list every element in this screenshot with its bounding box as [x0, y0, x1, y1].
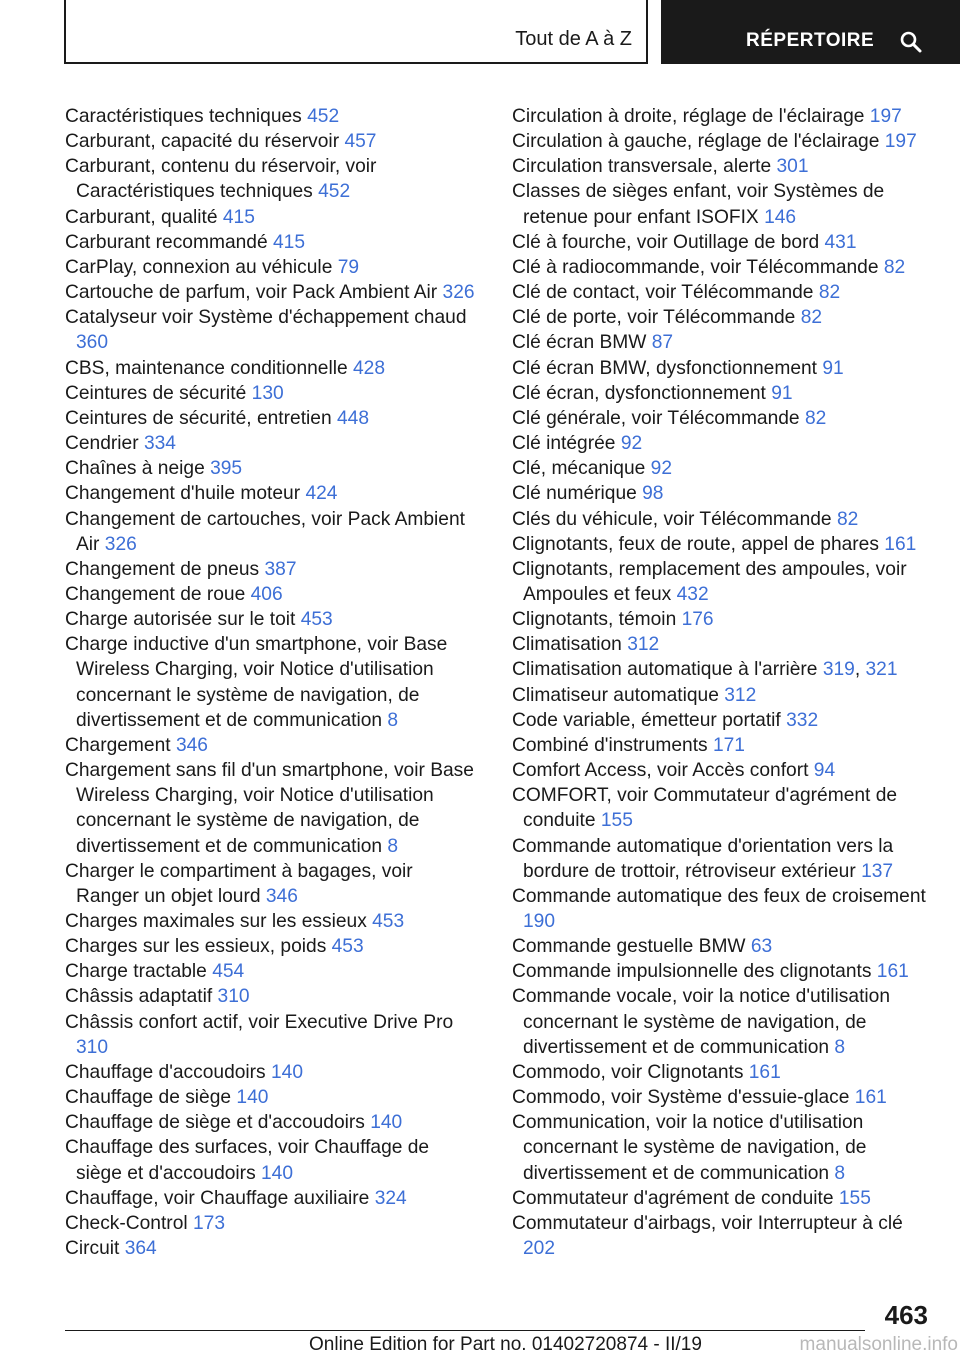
page-link[interactable]: 346	[175, 734, 208, 756]
page-link[interactable]: 79	[337, 256, 360, 278]
index-entry	[512, 481, 932, 506]
page-link[interactable]: 452	[318, 181, 351, 203]
page-link[interactable]: 92	[620, 433, 643, 455]
page-link[interactable]: 98	[642, 483, 664, 505]
index-entry	[65, 632, 480, 733]
index-entry-text: Classes de sièges enfant, voir Systèmes de retenue pour enfant ISOFIX	[512, 181, 885, 228]
index-entry-text: Comfort Access, voir Accès confort	[512, 760, 809, 782]
page-link[interactable]: 387	[264, 558, 297, 580]
index-entry-text: Circuit	[65, 1238, 120, 1260]
index-entry	[65, 1060, 480, 1085]
page-link[interactable]: 82	[883, 256, 906, 278]
page-link[interactable]: 140	[370, 1112, 403, 1134]
header-title: Tout de A à Z	[515, 28, 632, 50]
index-entry-text: Changement de pneus	[65, 558, 260, 580]
index-entry-text: Chargement sans fil d'un smartphone, voir Base Wireless Charging, voir Notice d'utilisation concernant le système de navigation, de divertissement et de communication	[65, 760, 474, 857]
index-entry-text: Commande automatique d'orientation vers la bordure de trottoir, rétroviseur extérieur	[512, 835, 894, 882]
index-entry	[65, 1186, 480, 1211]
index-entry-text: Clé de contact, voir Télécommande	[512, 282, 814, 304]
index-entry	[512, 431, 932, 456]
page-link[interactable]: 82	[800, 307, 823, 329]
index-entry	[65, 1135, 480, 1185]
page-link[interactable]: 453	[300, 609, 333, 631]
index-entry	[65, 356, 480, 381]
page-link[interactable]: 190	[523, 911, 556, 932]
index-entry-text: Chauffage d'accoudoirs	[65, 1061, 266, 1083]
index-entry-text: Changement d'huile moteur	[65, 483, 301, 505]
index-entry-text: Clignotants, feux de route, appel de phares	[512, 533, 879, 555]
index-entry	[65, 859, 480, 909]
index-entry-text: Carburant, contenu du réservoir, voir Caractéristiques techniques	[65, 156, 377, 203]
index-entry-text: Carburant, capacité du réservoir	[65, 131, 340, 153]
index-entry	[65, 230, 480, 255]
index-entry-text: Chaînes à neige	[65, 458, 205, 480]
index-entry	[512, 179, 932, 229]
page-link[interactable]: 334	[143, 433, 176, 455]
index-entry	[512, 783, 932, 833]
index-entry-text: Caractéristiques techniques	[65, 106, 302, 127]
page-link[interactable]: 91	[771, 382, 793, 404]
index-entry	[65, 1110, 480, 1135]
page-link[interactable]: 140	[236, 1087, 269, 1109]
header-title-box	[64, 0, 648, 64]
index-entry-text: Chauffage de siège et d'accoudoirs	[65, 1112, 365, 1134]
index-entry-text: Clé écran, dysfonctionnement	[512, 382, 766, 404]
page-number: 463	[884, 1300, 928, 1330]
page-link[interactable]: 8	[834, 1162, 846, 1184]
index-entry-text: Clé à fourche, voir Outillage de bord	[512, 231, 820, 253]
index-entry	[65, 984, 480, 1009]
index-entry	[512, 557, 932, 607]
page-link[interactable]: 171	[712, 734, 745, 756]
index-entry-text: Changement de cartouches, voir Pack Ambient Air	[65, 508, 465, 555]
index-entry	[65, 381, 480, 406]
page-link[interactable]: 431	[824, 231, 857, 253]
page-link[interactable]: 319	[822, 659, 855, 681]
page-link[interactable]: 161	[876, 961, 909, 983]
page-link[interactable]: 87	[651, 332, 674, 354]
page-link[interactable]: 63	[750, 936, 773, 958]
index-entry	[65, 758, 480, 859]
page-link[interactable]: 140	[261, 1162, 294, 1184]
page-link[interactable]: 155	[838, 1187, 871, 1209]
index-entry-text: Clé, mécanique	[512, 458, 646, 480]
page-link[interactable]: 82	[818, 282, 841, 304]
index-entry	[512, 834, 932, 884]
index-entry-text: Commutateur d'airbags, voir Interrupteur à clé	[512, 1212, 903, 1234]
index-entry	[65, 154, 480, 204]
page-link[interactable]: 364	[124, 1238, 157, 1260]
page-link[interactable]: 92	[650, 458, 673, 480]
index-entry	[65, 305, 480, 355]
index-entry	[512, 456, 932, 481]
page-link[interactable]: 415	[222, 206, 255, 228]
page-link[interactable]: 91	[822, 357, 844, 379]
page-link[interactable]: 8	[834, 1036, 846, 1058]
index-entry	[65, 205, 480, 230]
index-entry	[65, 104, 480, 129]
search-icon[interactable]	[899, 30, 923, 54]
index-entry	[65, 507, 480, 557]
index-entry-text: Climatisation	[512, 634, 622, 656]
index-entry	[512, 532, 932, 557]
index-entry-text: Ceintures de sécurité	[65, 382, 247, 404]
index-entry-text: Chargement	[65, 734, 171, 756]
index-entry	[65, 280, 480, 305]
index-entry-text: CarPlay, connexion au véhicule	[65, 256, 333, 278]
index-entry-text: Cendrier	[65, 433, 139, 455]
page-link[interactable]: 197	[884, 131, 917, 153]
index-entry-text: Clé à radiocommande, voir Télécommande	[512, 256, 879, 278]
index-entry	[65, 582, 480, 607]
index-entry-text: Ceintures de sécurité, entretien	[65, 407, 332, 429]
index-entry-text: Changement de roue	[65, 583, 246, 605]
index-entry-text: Clés du véhicule, voir Télécommande	[512, 508, 832, 530]
index-entry	[512, 984, 932, 1059]
index-entry	[65, 1236, 480, 1261]
index-entry-text: Carburant recommandé	[65, 231, 268, 253]
index-entry-text: Commande gestuelle BMW	[512, 936, 746, 958]
page-link[interactable]: 197	[869, 106, 902, 127]
index-entry-text: Clé de porte, voir Télécommande	[512, 307, 796, 329]
index-entry-text: Code variable, émetteur portatif	[512, 709, 781, 731]
index-entry-text: Communication, voir la notice d'utilisation concernant le système de navigation, de divertissement et de communication	[512, 1112, 867, 1184]
index-entry	[512, 406, 932, 431]
page-link[interactable]: 395	[210, 458, 243, 480]
page-link[interactable]: 310	[76, 1036, 109, 1058]
index-entry	[65, 607, 480, 632]
page-link[interactable]: 312	[627, 634, 660, 656]
index-entry-text: Charge tractable	[65, 961, 207, 983]
index-entry	[512, 758, 932, 783]
index-entry-text: Chauffage, voir Chauffage auxiliaire	[65, 1187, 370, 1209]
index-entry	[512, 959, 932, 984]
index-entry	[512, 1060, 932, 1085]
page-link[interactable]: 326	[442, 282, 475, 304]
page-link[interactable]: 161	[854, 1087, 887, 1109]
index-entry	[512, 129, 932, 154]
page-link[interactable]: 332	[786, 709, 819, 731]
index-entry: Climatisation automatique à l'arrière 319, 321	[512, 659, 898, 681]
index-entry-text: Châssis confort actif, voir Executive Drive Pro	[65, 1011, 454, 1033]
page-link[interactable]: 428	[353, 357, 386, 379]
page-link[interactable]: 457	[344, 131, 377, 153]
header-section-label: RÉPERTOIRE	[746, 30, 875, 51]
index-entry-text: Commande impulsionnelle des clignotants	[512, 961, 872, 983]
page-link[interactable]: 406	[250, 583, 283, 605]
index-entry-text: Check-Control	[65, 1212, 188, 1234]
index-entry	[512, 632, 932, 657]
page-link[interactable]: 140	[271, 1061, 304, 1083]
page-link[interactable]: 312	[724, 684, 757, 706]
index-entry	[512, 255, 932, 280]
footer-divider	[65, 1330, 865, 1331]
index-entry	[512, 934, 932, 959]
page-link[interactable]: 321	[865, 659, 898, 681]
index-entry	[512, 1186, 932, 1211]
page-link[interactable]: 301	[776, 156, 809, 178]
index-entry	[512, 104, 932, 129]
page-link[interactable]: 424	[305, 483, 338, 505]
page-link[interactable]: 346	[265, 885, 298, 907]
index-entry-text: Châssis adaptatif	[65, 986, 213, 1008]
page-link[interactable]: 324	[374, 1187, 407, 1209]
index-entry	[65, 557, 480, 582]
index-entry-text: Clé écran BMW	[512, 332, 647, 354]
index-column-right	[512, 104, 932, 1261]
index-entry	[512, 280, 932, 305]
index-entry	[65, 129, 480, 154]
index-entry-text: CBS, maintenance conditionnelle	[65, 357, 348, 379]
index-entry	[65, 1085, 480, 1110]
index-entry-text: Climatisation automatique à l'arrière	[512, 659, 818, 681]
index-entry-text: Circulation à droite, réglage de l'éclairage	[512, 106, 865, 127]
page-link[interactable]: 137	[861, 860, 894, 882]
index-entry	[512, 1211, 932, 1261]
index-entry-text: Clignotants, témoin	[512, 609, 677, 631]
page-link[interactable]: 155	[600, 810, 633, 832]
index-entry-text: Circulation transversale, alerte	[512, 156, 772, 178]
page-link[interactable]: 415	[272, 231, 305, 253]
index-entry	[512, 1110, 932, 1185]
page-link[interactable]: 82	[804, 407, 827, 429]
page-link[interactable]: 161	[884, 533, 917, 555]
index-entry	[512, 683, 932, 708]
page-link[interactable]: 8	[387, 835, 399, 857]
index-entry	[512, 708, 932, 733]
index-entry-text: Commutateur d'agrément de conduite	[512, 1187, 834, 1209]
index-entry	[65, 406, 480, 431]
index-entry	[512, 330, 932, 355]
index-entry-text: Commande vocale, voir la notice d'utilisation concernant le système de navigation, de divertissement et de communication	[512, 986, 891, 1058]
page-link[interactable]: 176	[681, 609, 714, 631]
watermark: manualsonline.info	[799, 1334, 958, 1355]
page-link[interactable]: 453	[372, 911, 405, 932]
index-entry-text: Charge inductive d'un smartphone, voir Base Wireless Charging, voir Notice d'utilisation concernant le système de navigation, de divertissement et de communication	[65, 634, 448, 731]
page-link[interactable]: 448	[336, 407, 369, 429]
footer-edition: Online Edition for Part no. 01402720874 - II/19	[309, 1334, 702, 1355]
index-entry	[512, 884, 932, 934]
page-link[interactable]: 161	[748, 1061, 781, 1083]
index-entry-text: Circulation à gauche, réglage de l'éclairage	[512, 131, 880, 153]
index-entry-text: Carburant, qualité	[65, 206, 218, 228]
index-entry-text: Clé écran BMW, dysfonctionnement	[512, 357, 818, 379]
index-entry	[65, 255, 480, 280]
index-entry	[512, 733, 932, 758]
index-entry-text: Charges sur les essieux, poids	[65, 936, 327, 958]
page-link[interactable]: 8	[387, 709, 399, 731]
page-link[interactable]: 326	[104, 533, 137, 555]
page-link[interactable]: 94	[813, 760, 836, 782]
index-entry-text: Climatiseur automatique	[512, 684, 719, 706]
index-entry-text: Charge autorisée sur le toit	[65, 609, 296, 631]
index-entry-text: Charger le compartiment à bagages, voir Ranger un objet lourd	[65, 860, 413, 907]
page-link[interactable]: 202	[523, 1238, 556, 1260]
header-section-tab[interactable]	[661, 0, 960, 64]
page-link[interactable]: 146	[764, 206, 797, 228]
index-entry-text: COMFORT, voir Commutateur d'agrément de conduite	[512, 785, 898, 832]
index-entry	[65, 1211, 480, 1236]
index-entry-text: Commande automatique des feux de croisement	[512, 885, 926, 907]
index-entry	[65, 456, 480, 481]
index-entry	[512, 507, 932, 532]
index-entry	[65, 431, 480, 456]
index-entry	[512, 154, 932, 179]
page-link[interactable]: 173	[192, 1212, 225, 1234]
page-link[interactable]: 82	[836, 508, 859, 530]
index-entry-text: Commodo, voir Clignotants	[512, 1061, 744, 1083]
index-entry	[65, 959, 480, 984]
index-entry	[512, 381, 932, 406]
page-link[interactable]: 130	[251, 382, 284, 404]
index-entry-text: Chauffage de siège	[65, 1087, 232, 1109]
index-entry	[65, 481, 480, 506]
index-entry	[512, 1085, 932, 1110]
page-link[interactable]: 452	[307, 106, 340, 127]
index-entry	[512, 607, 932, 632]
index-entry	[512, 230, 932, 255]
index-entry-text: Chauffage des surfaces, voir Chauffage de siège et d'accoudoirs	[65, 1137, 430, 1184]
index-entry	[65, 1010, 480, 1060]
index-entry	[512, 356, 932, 381]
index-column-left	[65, 104, 480, 1261]
index-entry-text: Clignotants, remplacement des ampoules, voir Ampoules et feux	[512, 558, 907, 605]
index-entry-text: Clé générale, voir Télécommande	[512, 407, 800, 429]
page-link[interactable]: 454	[212, 961, 245, 983]
page-link[interactable]: 310	[217, 986, 250, 1008]
index-entry-text: Clé intégrée	[512, 433, 616, 455]
page-link[interactable]: 360	[76, 332, 109, 354]
index-entry	[65, 733, 480, 758]
page-link[interactable]: 432	[676, 583, 709, 605]
index-entry-text: Charges maximales sur les essieux	[65, 911, 367, 932]
index-entry	[512, 305, 932, 330]
index-entry-text: Clé numérique	[512, 483, 637, 505]
index-entry-text: Commodo, voir Système d'essuie-glace	[512, 1087, 850, 1109]
index-entry-text: Catalyseur voir Système d'échappement chaud	[65, 307, 467, 329]
index-entry-text: Cartouche de parfum, voir Pack Ambient Air	[65, 282, 438, 304]
index-entry-text: Combiné d'instruments	[512, 734, 708, 756]
index-entry	[65, 934, 480, 959]
index-entry	[65, 909, 480, 934]
page-link[interactable]: 453	[331, 936, 364, 958]
